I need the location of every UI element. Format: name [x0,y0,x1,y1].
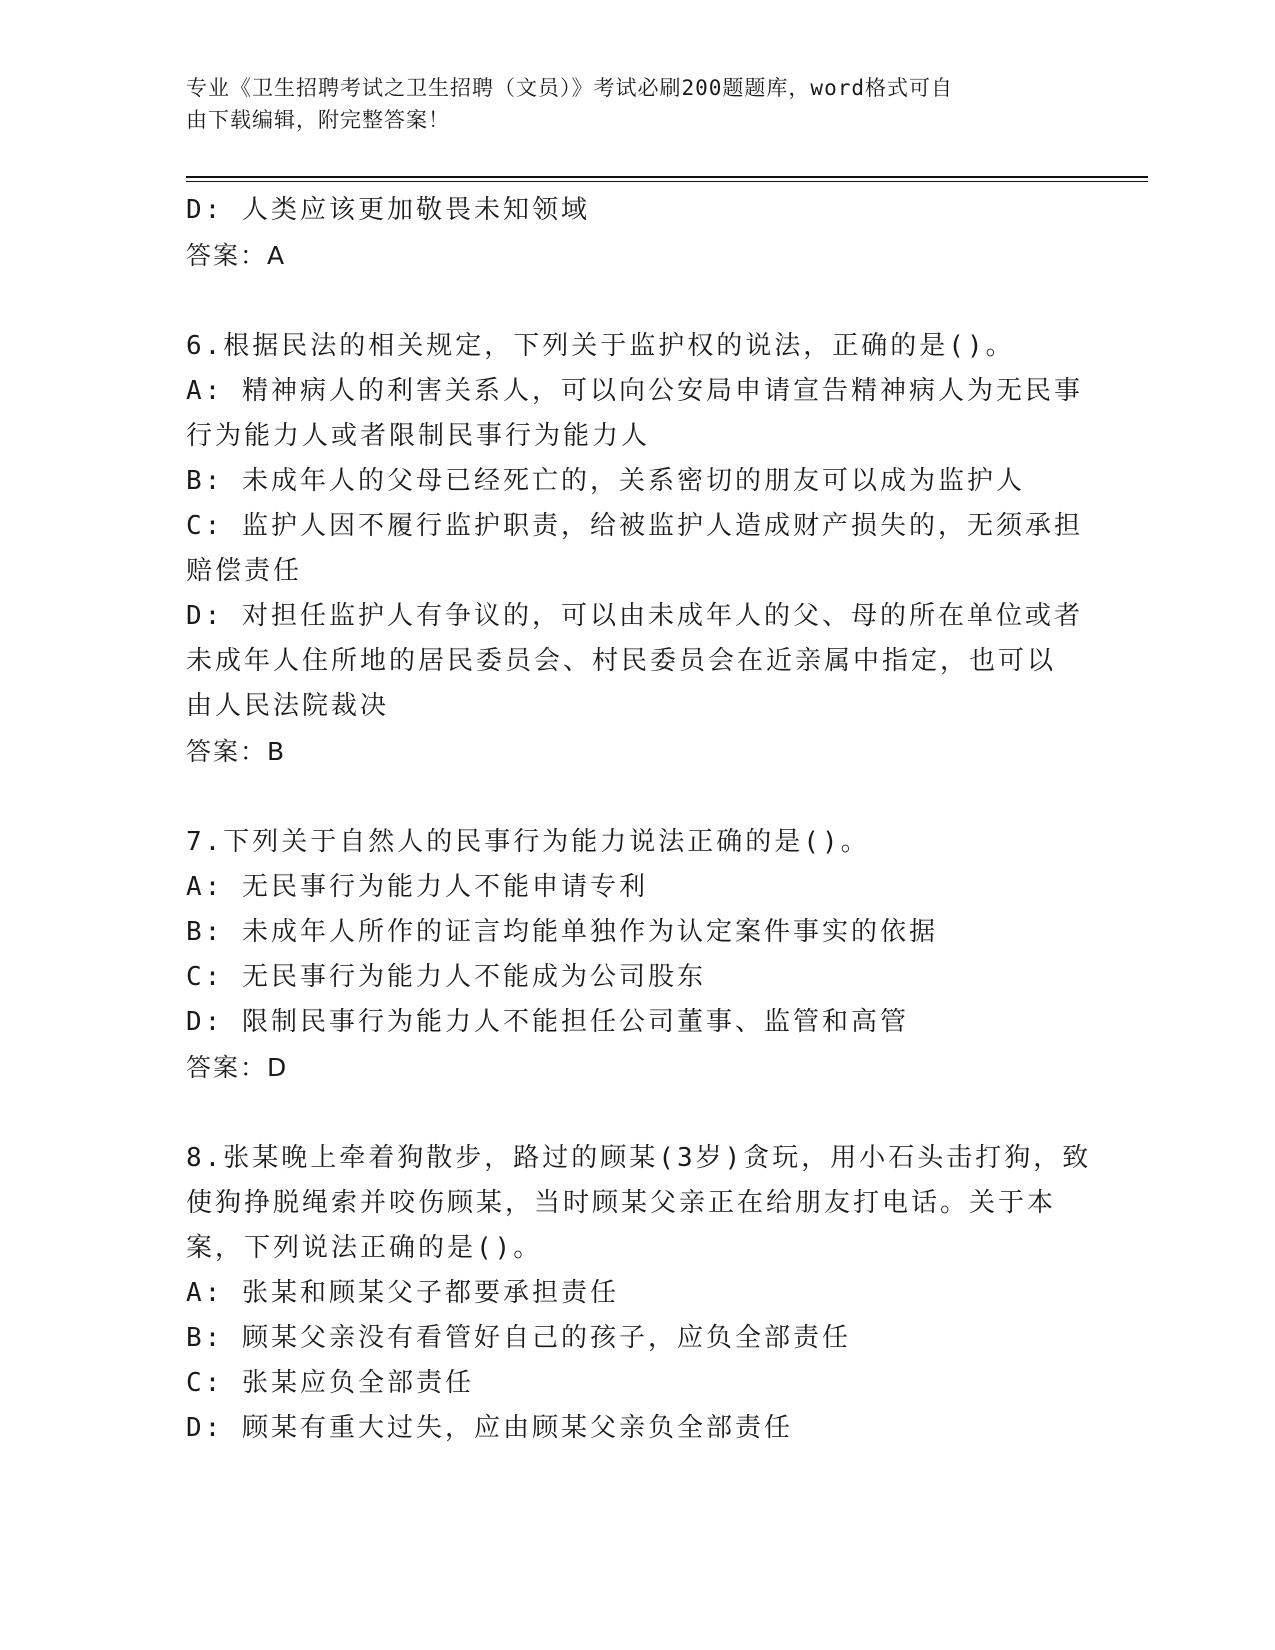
option-b: B: 未成年人所作的证言均能单独作为认定案件事实的依据 [186,917,938,947]
option-a: A: 张某和顾某父子都要承担责任 [186,1278,619,1308]
option-c: C: 监护人因不履行监护职责，给被监护人造成财产损失的，无须承担 [186,511,1083,541]
option-a: A: 精神病人的利害关系人，可以向公安局申请宣告精神病人为无民事 [186,376,1083,406]
header-rule-thick [186,176,1148,178]
option-d-cont: 由人民法院裁决 [186,691,390,721]
question-stem: 6.根据民法的相关规定，下列关于监护权的说法，正确的是()。 [186,331,1015,361]
answer-line: 答案：A [186,241,287,270]
question-stem: 8.张某晚上牵着狗散步，路过的顾某(3岁)贪玩，用小石头击打狗，致 [186,1143,1092,1173]
option-b: B: 未成年人的父母已经死亡的，关系密切的朋友可以成为监护人 [186,466,1025,496]
option-c: C: 张某应负全部责任 [186,1368,474,1398]
option-c: C: 无民事行为能力人不能成为公司股东 [186,962,706,992]
question-list [186,188,1092,1451]
option-d: D: 顾某有重大过失，应由顾某父亲负全部责任 [186,1413,793,1443]
option-d: D: 人类应该更加敬畏未知领域 [186,195,590,225]
question-stem-cont: 使狗挣脱绳索并咬伤顾某，当时顾某父亲正在给朋友打电话。关于本 [186,1188,1057,1218]
question-5-tail [186,188,1086,278]
answer-line: 答案：D [186,1053,289,1082]
question-6 [186,324,1086,774]
option-d: D: 对担任监护人有争议的，可以由未成年人的父、母的所在单位或者 [186,601,1083,631]
header-line-1: 专业《卫生招聘考试之卫生招聘（文员）》考试必刷200题题库，word格式可自 [186,76,953,100]
question-stem-cont: 案，下列说法正确的是()。 [186,1233,543,1263]
option-b: B: 顾某父亲没有看管好自己的孩子，应负全部责任 [186,1323,851,1353]
question-8 [186,1136,1092,1451]
document-header [186,72,1066,136]
option-d: D: 限制民事行为能力人不能担任公司董事、监管和高管 [186,1007,909,1037]
header-line-2: 由下载编辑，附完整答案！ [186,108,450,132]
option-a: A: 无民事行为能力人不能申请专利 [186,872,648,902]
option-a-cont: 行为能力人或者限制民事行为能力人 [186,421,651,451]
header-rule-thin [186,181,1148,182]
answer-line: 答案：B [186,737,287,766]
question-7 [186,820,1086,1090]
question-stem: 7.下列关于自然人的民事行为能力说法正确的是()。 [186,827,870,857]
option-c-cont: 赔偿责任 [186,556,303,586]
option-d-cont: 未成年人住所地的居民委员会、村民委员会在近亲属中指定，也可以 [186,646,1057,676]
